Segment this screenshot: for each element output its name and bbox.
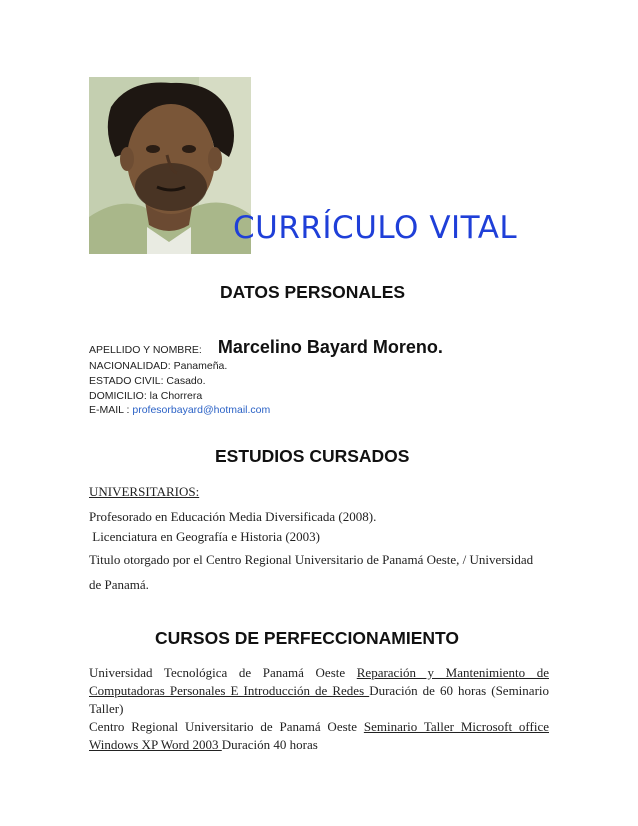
course-1-line-1 xyxy=(89,664,549,682)
email-row xyxy=(89,404,270,416)
course-entry-2 xyxy=(89,718,549,754)
course-2-title-b: Windows XP Word 2003 xyxy=(89,737,222,752)
nationality-line: NACIONALIDAD: Panameña. xyxy=(89,360,228,372)
course-2-line-2 xyxy=(89,736,549,754)
course-1-type: Taller) xyxy=(89,701,124,716)
name-row xyxy=(89,337,443,358)
course-1-institution: Universidad Tecnológica de Panamá Oeste xyxy=(89,665,357,680)
course-entry-1 xyxy=(89,664,549,718)
study-line-4: de Panamá. xyxy=(89,577,149,592)
profile-photo xyxy=(89,77,251,254)
study-line-3: Titulo otorgado por el Centro Regional Universitario de Panamá Oeste, / Universidad xyxy=(89,552,534,567)
name-value: Marcelino Bayard Moreno. xyxy=(217,337,443,357)
studies-subheading: UNIVERSITARIOS: xyxy=(89,484,200,499)
course-1-line-2 xyxy=(89,682,549,700)
civil-status-line: ESTADO CIVIL: Casado. xyxy=(89,375,206,387)
course-2-institution: Centro Regional Universitario de Panamá Oeste xyxy=(89,719,364,734)
section-heading-personal: DATOS PERSONALES xyxy=(220,282,406,302)
course-2-title-a: Seminario Taller Microsoft office xyxy=(363,719,549,734)
address-line: DOMICILIO: la Chorrera xyxy=(89,390,203,402)
study-line-1: Profesorado en Educación Media Diversificada (2008). xyxy=(89,509,377,524)
course-2-line-1 xyxy=(89,718,549,736)
study-line-2: Licenciatura en Geografía e Historia (2003) xyxy=(89,529,321,544)
section-heading-courses: CURSOS DE PERFECCIONAMIENTO xyxy=(155,628,460,648)
email-link[interactable]: profesorbayard@hotmail.com xyxy=(132,404,271,416)
course-1-title-b: Computadoras Personales E Introducción de Redes xyxy=(89,683,370,698)
course-1-title-a: Reparación y Mantenimiento de xyxy=(356,665,549,680)
name-label: APELLIDO Y NOMBRE: xyxy=(89,344,202,356)
course-2-duration: Duración 40 horas xyxy=(221,737,318,752)
course-1-duration: Duración de 60 horas (Seminario xyxy=(369,683,550,698)
document-title: CURRÍCULO VITAL xyxy=(233,210,518,246)
section-heading-studies: ESTUDIOS CURSADOS xyxy=(215,446,410,466)
email-label: E-MAIL : xyxy=(89,404,133,416)
